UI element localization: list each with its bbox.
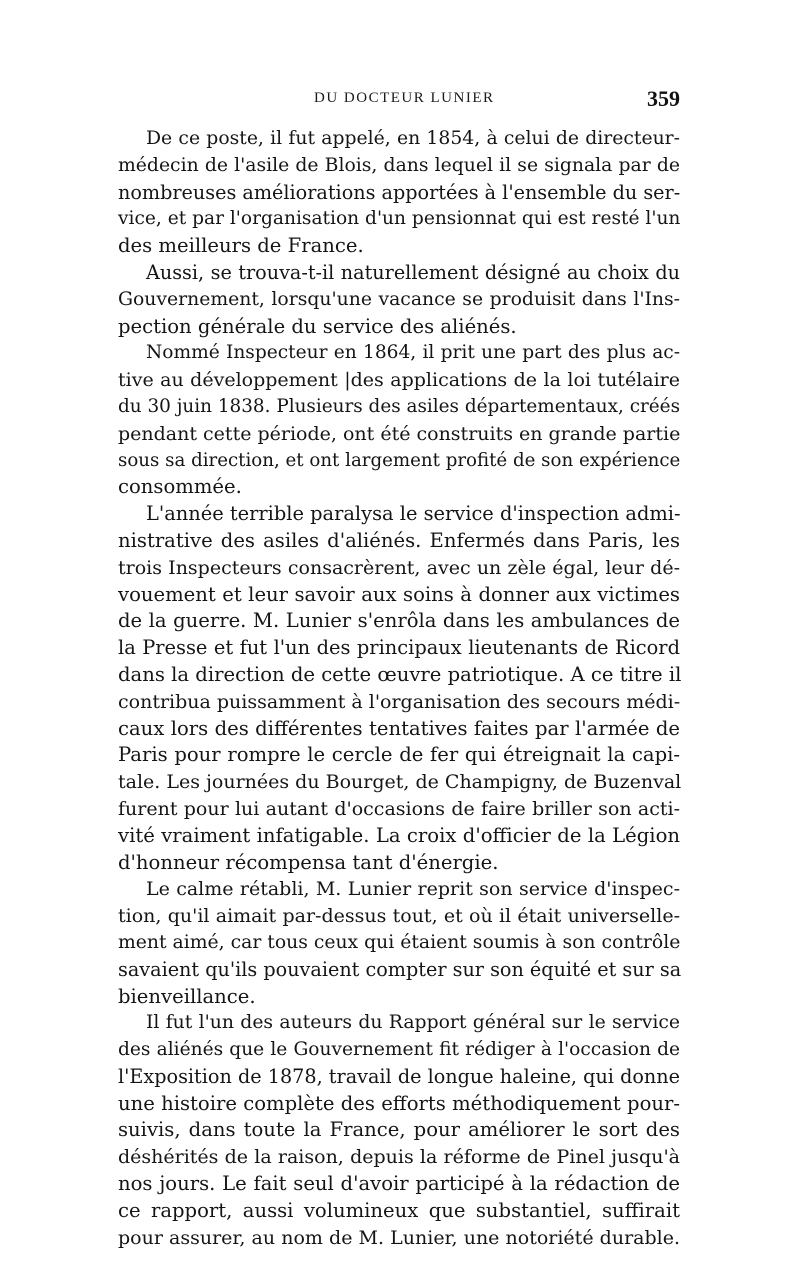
text-line: Il fut l'un des auteurs du Rapport général sur le service	[146, 1012, 680, 1034]
text-line: Paris pour rompre le cercle de fer qui étreignait la capi-	[118, 743, 680, 767]
running-head	[118, 86, 680, 118]
text-line: L'année terrible paralysa le service d'inspection admi-	[146, 502, 681, 526]
text-line: ce rapport, aussi volumineux que substantiel, suffirait	[118, 1198, 680, 1222]
text-line: l'Exposition de 1878, travail de longue haleine, qui donne	[118, 1064, 680, 1088]
text-line: vice, et par l'organisation d'un pensionnat qui est resté l'un	[118, 208, 681, 230]
text-line: nombreuses améliorations apportées à l'ensemble du ser-	[118, 180, 681, 204]
text-line: tale. Les journées du Bourget, de Champigny, de Buzenval	[118, 771, 682, 794]
text-line: bienveillance.	[118, 984, 256, 1008]
body-text	[118, 126, 680, 1251]
running-title: DU DOCTEUR LUNIER	[314, 90, 495, 106]
text-line: des meilleurs de France.	[118, 234, 364, 258]
text-line: une histoire complète des efforts méthodiquement pour-	[118, 1091, 680, 1115]
text-line: furent pour lui autant d'occasions de faire briller son acti-	[118, 797, 680, 820]
text-line: savaient qu'ils pouvaient compter sur son équité et sur sa	[118, 957, 682, 981]
text-line: d'honneur récompensa tant d'énergie.	[118, 850, 499, 874]
text-line: suivis, dans toute la France, pour améliorer le sort des	[118, 1118, 680, 1142]
text-line: sous sa direction, et ont largement profité de son expérience	[118, 449, 681, 471]
text-line: la Presse et fut l'un des principaux lieutenants de Ricord	[118, 636, 680, 660]
text-line: déshérités de la raison, depuis la réforme de Pinel jusqu'à	[118, 1146, 680, 1169]
text-line: Gouvernement, lorsqu'une vacance se produisit dans l'Ins-	[118, 288, 680, 310]
text-line: contribua puissamment à l'organisation des secours médi-	[118, 690, 681, 713]
text-line: Aussi, se trouva-t-il naturellement désigné au choix du	[146, 260, 680, 284]
text-line: pour assurer, au nom de M. Lunier, une notoriété durable.	[118, 1226, 680, 1249]
text-line: des aliénés que le Gouvernement fit rédiger à l'occasion de	[118, 1039, 680, 1061]
text-line: de la guerre. M. Lunier s'enrôla dans les ambulances de	[118, 609, 680, 633]
text-line: ment aimé, car tous ceux qui étaient soumis à son contrôle	[118, 931, 681, 953]
page-number: 359	[647, 86, 680, 111]
text-line: vouement et leur savoir aux soins à donner aux victimes	[118, 582, 680, 606]
text-line: trois Inspecteurs consacrèrent, avec un zèle égal, leur dé-	[118, 556, 680, 579]
text-line: nos jours. Le fait seul d'avoir participé à la rédaction de	[118, 1172, 680, 1196]
text-line: pendant cette période, ont été construits en grande partie	[118, 422, 681, 445]
text-line: dans la direction de cette œuvre patriotique. A ce titre il	[118, 662, 682, 686]
text-line: Nommé Inspecteur en 1864, il prit une part des plus ac-	[146, 342, 680, 364]
text-line: nistrative des asiles d'aliénés. Enfermés dans Paris, les	[118, 528, 680, 552]
text-line: vité vraiment infatigable. La croix d'officier de la Légion	[118, 823, 680, 847]
text-line: tive au développement |des applications de la loi tutélaire	[118, 369, 680, 392]
text-line: du 30 juin 1838. Plusieurs des asiles départementaux, créés	[118, 395, 681, 417]
text-line: pection générale du service des aliénés.	[118, 314, 517, 338]
text-line: tion, qu'il aimait par-dessus tout, et où il était universelle-	[118, 905, 680, 928]
text-line: caux lors des différentes tentatives faites par l'armée de	[118, 716, 680, 740]
text-line: consommée.	[118, 475, 242, 499]
text-line: médecin de l'asile de Blois, dans lequel il se signala par de	[118, 154, 680, 176]
text-line: De ce poste, il fut appelé, en 1854, à celui de directeur-	[146, 128, 680, 149]
text-line: Le calme rétabli, M. Lunier reprit son service d'inspec-	[146, 878, 680, 901]
